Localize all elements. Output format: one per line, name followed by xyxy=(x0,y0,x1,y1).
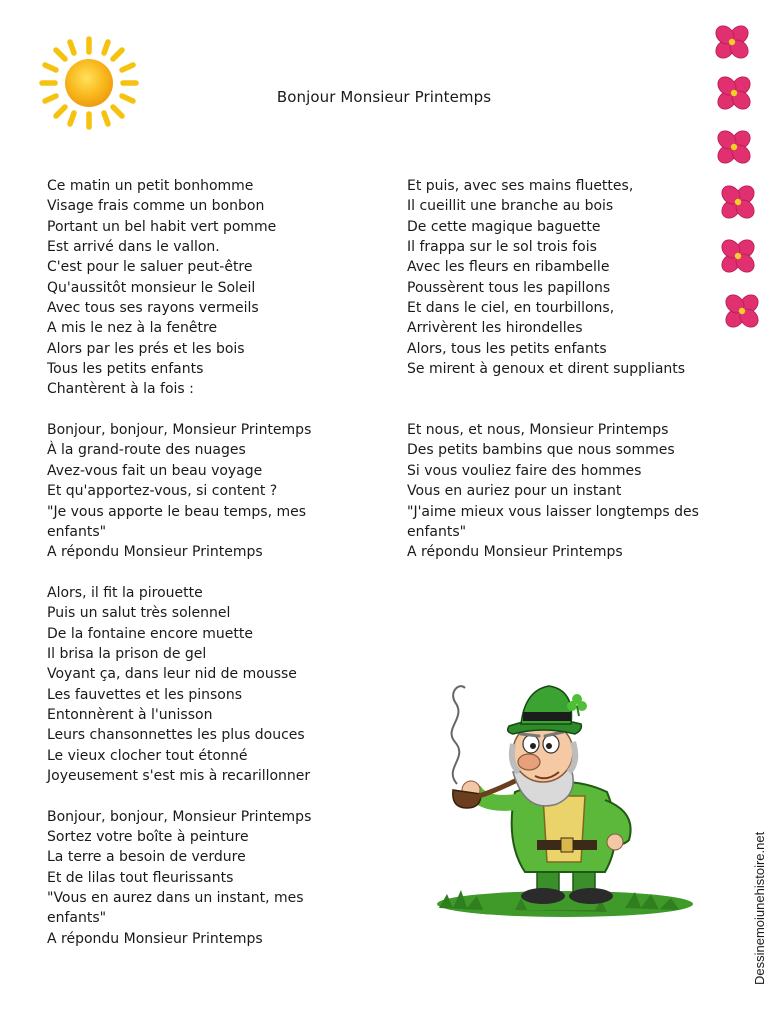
poem-line: Vous en auriez pour un instant xyxy=(407,483,622,500)
poem-line: Visage frais comme un bonbon xyxy=(47,198,265,215)
poem-line: Bonjour, bonjour, Monsieur Printemps xyxy=(47,808,312,825)
grass-icon xyxy=(437,890,693,917)
poem-line: La terre a besoin de verdure xyxy=(47,849,246,866)
sun-icon xyxy=(36,35,142,131)
poem-line: Il brisa la prison de gel xyxy=(47,645,207,662)
poem-line: A répondu Monsieur Printemps xyxy=(47,544,263,561)
poem-line: Leurs chansonnettes les plus douces xyxy=(47,727,305,744)
poem-line: Il frappa sur le sol trois fois xyxy=(407,239,597,256)
flower-icon xyxy=(708,119,762,176)
poem-line: Et de lilas tout fleurissants xyxy=(47,869,234,886)
poem-line: Joyeusement s'est mis à recarillonner xyxy=(47,767,311,784)
stanza xyxy=(47,583,347,786)
poem-line: Les fauvettes et les pinsons xyxy=(47,686,243,703)
poem-line: A mis le nez à la fenêtre xyxy=(47,320,218,337)
poem-line: Alors, il fit la pirouette xyxy=(47,584,203,601)
poem-line: Bonjour, bonjour, Monsieur Printemps xyxy=(47,422,312,439)
poem-line: De cette magique baguette xyxy=(407,218,601,235)
poem-line: enfants" xyxy=(47,523,107,540)
flower-icon xyxy=(714,283,764,340)
stanza xyxy=(47,176,347,400)
flower-icon xyxy=(708,65,762,122)
flower-icon xyxy=(708,20,760,70)
stanza xyxy=(47,807,347,949)
poem-line: Si vous vouliez faire des hommes xyxy=(407,462,642,479)
poem-line: Avec les fleurs en ribambelle xyxy=(407,259,610,276)
poem-line: Est arrivé dans le vallon. xyxy=(47,239,220,256)
poem-line: Qu'aussitôt monsieur le Soleil xyxy=(47,279,256,296)
poem-line: Avec tous ses rayons vermeils xyxy=(47,300,259,317)
poem-line: À la grand-route des nuages xyxy=(47,442,246,459)
poem-line: Voyant ça, dans leur nid de mousse xyxy=(47,666,297,683)
poem-line: enfants" xyxy=(407,523,467,540)
poem-line: A répondu Monsieur Printemps xyxy=(47,930,263,947)
poem-left-column xyxy=(47,176,347,949)
poem-line: Avez-vous fait un beau voyage xyxy=(47,462,263,479)
poem-line: Portant un bel habit vert pomme xyxy=(47,218,277,235)
poem-line: "J'aime mieux vous laisser longtemps des xyxy=(407,503,699,520)
poem-line: Poussèrent tous les papillons xyxy=(407,279,611,296)
poem-line: Et dans le ciel, en tourbillons, xyxy=(407,300,615,317)
flower-icon xyxy=(710,174,764,231)
poem-line: Chantèrent à la fois : xyxy=(47,381,194,398)
poem-line: Et nous, et nous, Monsieur Printemps xyxy=(407,422,669,439)
poem-line: C'est pour le saluer peut-être xyxy=(47,259,253,276)
site-name: Dessinemoiunehistoire.net xyxy=(752,831,767,985)
poem-line: Puis un salut très solennel xyxy=(47,605,231,622)
poem-line: Sortez votre boîte à peinture xyxy=(47,829,249,845)
poem-line: Alors par les prés et les bois xyxy=(47,340,245,357)
leprechaun-illustration xyxy=(425,672,715,927)
poem-line: enfants" xyxy=(47,910,107,927)
poem-line: Alors, tous les petits enfants xyxy=(407,340,607,357)
poem-line: Des petits bambins que nous sommes xyxy=(407,442,675,459)
poem-right-column xyxy=(407,176,717,563)
poem-line: Tous les petits enfants xyxy=(47,361,204,378)
flower-icon xyxy=(710,228,764,285)
poem-line: Arrivèrent les hirondelles xyxy=(407,320,583,337)
poem-line: "Je vous apporte le beau temps, mes xyxy=(47,503,307,520)
page-title: Bonjour Monsieur Printemps xyxy=(276,88,492,106)
poem-line: Ce matin un petit bonhomme xyxy=(47,178,254,194)
poem-line: Se mirent à genoux et dirent suppliants xyxy=(407,361,686,378)
stanza xyxy=(47,420,347,562)
poem-line: Il cueillit une branche au bois xyxy=(407,198,614,215)
poem-line: "Vous en aurez dans un instant, mes xyxy=(47,890,304,907)
poem-line: Le vieux clocher tout étonné xyxy=(47,747,248,764)
poem-line: Entonnèrent à l'unisson xyxy=(47,706,213,723)
poem-line: Et puis, avec ses mains fluettes, xyxy=(407,178,634,194)
poem-line: Et qu'apportez-vous, si content ? xyxy=(47,483,278,500)
stanza xyxy=(407,176,717,379)
poem-line: De la fontaine encore muette xyxy=(47,625,254,642)
stanza xyxy=(407,420,717,562)
poem-line: A répondu Monsieur Printemps xyxy=(407,544,623,561)
